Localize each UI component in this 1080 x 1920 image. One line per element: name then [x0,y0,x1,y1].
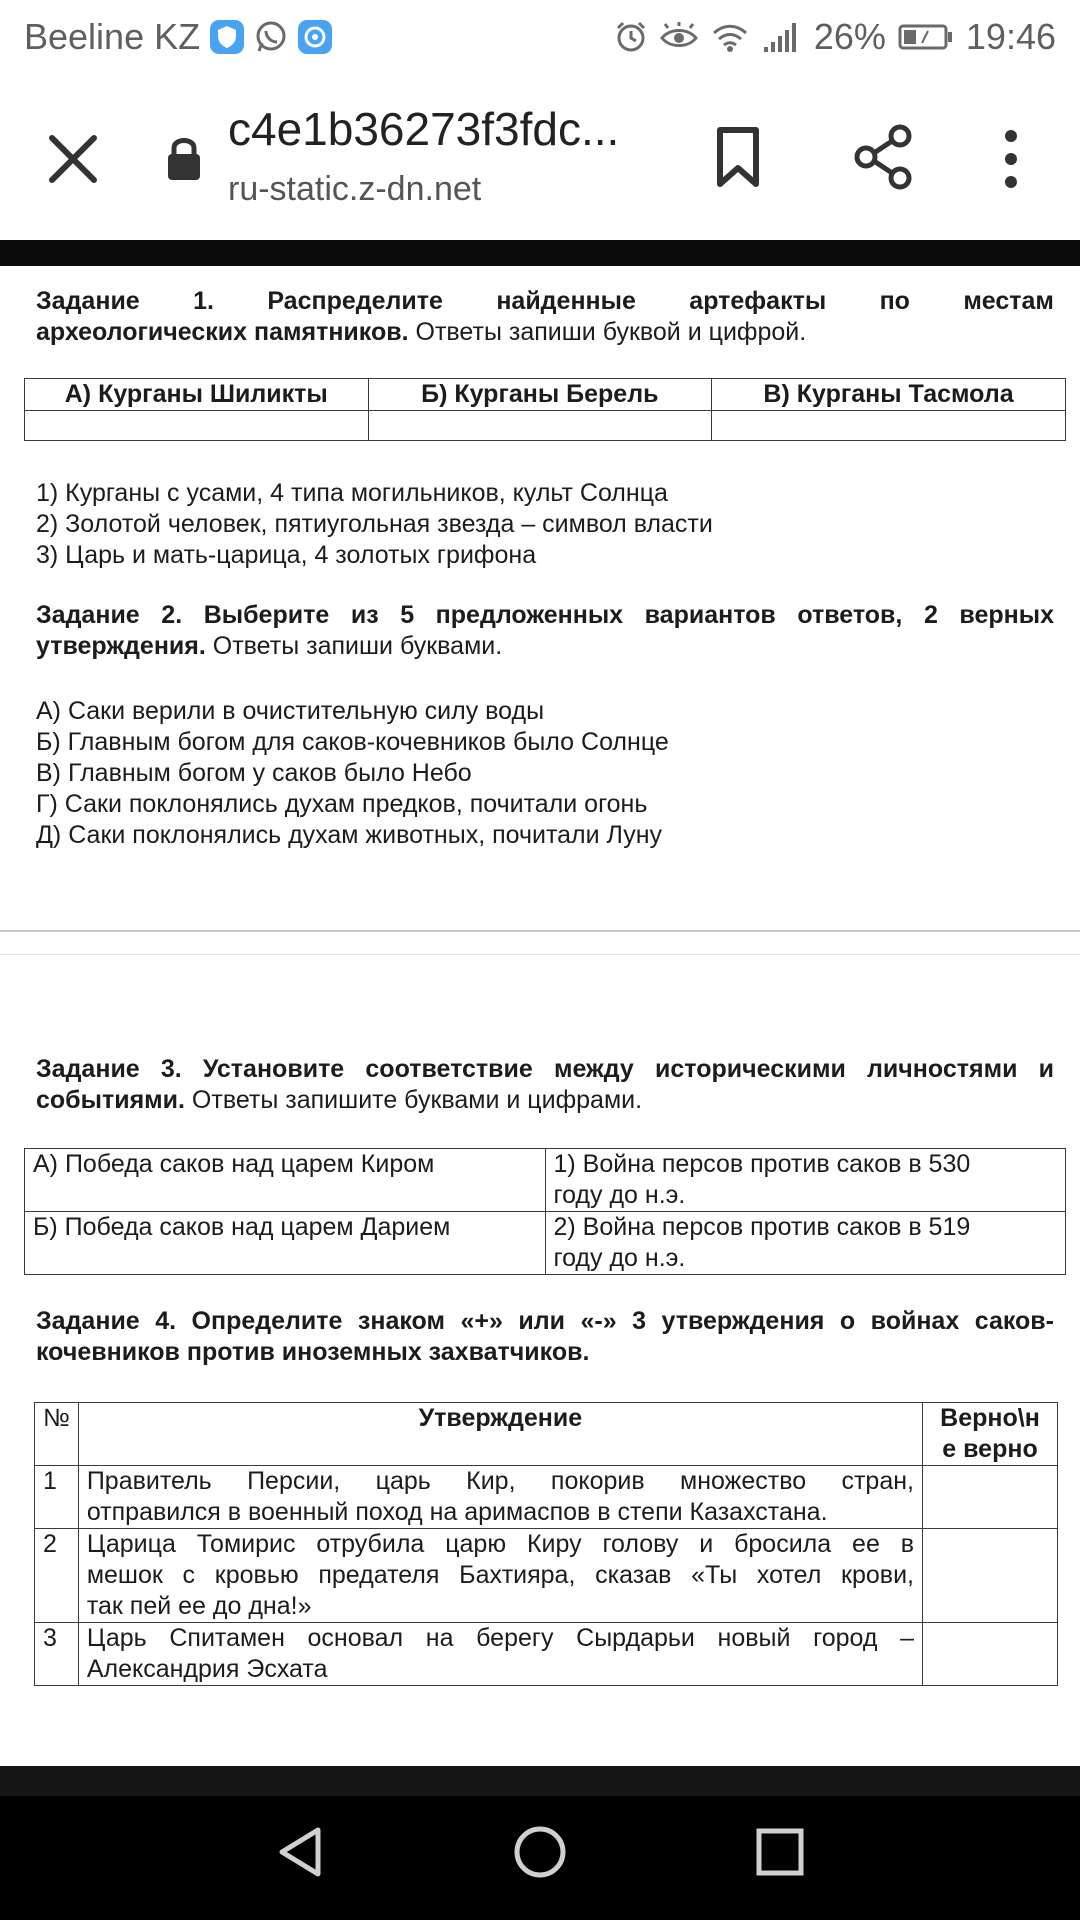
page-domain[interactable]: ru-static.z-dn.net [228,170,482,208]
back-triangle-icon[interactable] [270,1822,330,1882]
clock: 19:46 [965,16,1056,57]
task2-heading: Задание 2. Выберите из 5 предложенных вариантов ответов, 2 верных утверждения. Ответы запиши буквами. [36,601,1054,660]
task1-answer-a [25,411,369,441]
table-header-row: № Утверждение Верно\н е верно [35,1403,1058,1466]
task3-table [24,1148,1066,1275]
list-item: 1) Курганы с усами, 4 типа могильников, культ Солнца [36,479,668,507]
whatsapp-icon [254,20,288,54]
task1-col-c: В) Курганы Тасмола [712,379,1066,411]
lock-icon [166,136,202,182]
list-item: В) Главным богом у саков было Небо [36,759,472,787]
wifi-icon [710,21,750,53]
toolbar-shadow [0,240,1080,266]
task1-table [24,378,1066,441]
page-divider [0,930,1080,932]
table-row: 3 Царь Спитамен основал на берегу Сырдарьи новый город – Александрия Эсхата [35,1623,1058,1686]
share-icon[interactable] [850,122,916,192]
table-row: А) Победа саков над царем Киром 1) Война персов против саков в 530 году до н.э. [25,1149,1066,1212]
task1-heading: Задание 1. Распределите найденные артефакты по местам археологических памятников. Ответы запиши буквой и цифрой. [36,287,1054,346]
shield-app-icon [210,20,244,54]
recents-square-icon[interactable] [750,1822,810,1882]
home-circle-icon[interactable] [510,1822,570,1882]
table-row: 2 Царица Томирис отрубила царю Киру голову и бросила ее в мешок с кровью предателя Бахтияра, сказав «Ты хотел крови, так пей ее до дна!» [35,1529,1058,1623]
alarm-icon [614,20,648,54]
list-item: Б) Главным богом для саков-кочевников было Солнце [36,728,669,756]
document-image [0,266,1080,1766]
bookmark-icon[interactable] [710,124,766,190]
task1-col-b: Б) Курганы Берель [368,379,712,411]
task1-items [36,478,713,571]
task3-heading: Задание 3. Установите соответствие между историческими личностями и событиями. Ответы запишите буквами и цифрами. [36,1055,1054,1114]
messenger-app-icon [298,20,332,54]
table-row: Б) Победа саков над царем Дарием 2) Война персов против саков в 519 году до н.э. [25,1212,1066,1275]
task1-answer-b [368,411,712,441]
browser-toolbar [0,74,1080,240]
list-item: А) Саки верили в очистительную силу воды [36,697,545,725]
task2-options [36,696,669,851]
carrier-name: Beeline KZ [24,16,201,57]
battery-icon [898,23,954,51]
signal-icon [762,21,802,53]
task1-answer-c [712,411,1066,441]
more-vert-icon[interactable] [990,124,1032,194]
battery-percent: 26% [813,16,886,57]
list-item: Д) Саки поклонялись духам животных, почитали Луну [36,821,663,849]
navigation-bar-edge [0,1766,1080,1796]
task1-col-a: А) Курганы Шиликты [25,379,369,411]
status-bar [0,0,1080,74]
page-divider [0,954,1080,955]
list-item: 3) Царь и мать-царица, 4 золотых грифона [36,541,537,569]
page-title[interactable]: c4e1b36273f3fdc... [228,103,620,155]
task4-table [34,1402,1058,1686]
task4-heading: Задание 4. Определите знаком «+» или «-» 3 утверждения о войнах саков- кочевников против иноземных захватчиков. [36,1307,1054,1366]
eye-comfort-icon [660,22,698,52]
close-icon[interactable] [40,126,106,192]
list-item: Г) Саки поклонялись духам предков, почитали огонь [36,790,648,818]
table-row: 1 Правитель Персии, царь Кир, покорив множество стран, отправился в военный поход на аримаспов в степи Казахстана. [35,1466,1058,1529]
list-item: 2) Золотой человек, пятиугольная звезда – символ власти [36,510,713,538]
